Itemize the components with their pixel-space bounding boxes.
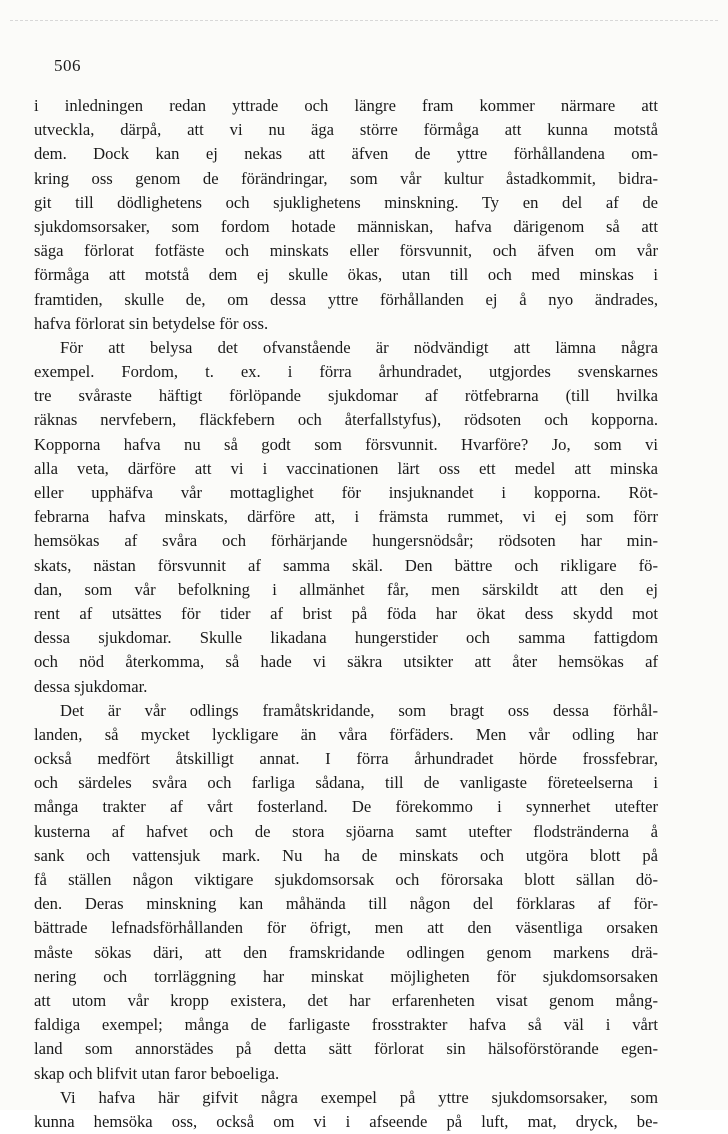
text-line: hafva förlorat sin betydelse för oss. xyxy=(34,313,269,333)
text-line: och särdeles svåra och farliga sådana, till de vanligaste företeelserna i xyxy=(34,773,658,793)
text-line: land som annorstädes på detta sätt förlorat sin hälsoförstörande egen- xyxy=(34,1039,658,1059)
text-line: nering och torrläggning har minskat möjligheten för sjukdomsorsaken xyxy=(34,966,658,986)
text-line: rent af utsättes för tider af brist på föda har ökat dess skydd mot xyxy=(34,603,658,623)
text-line: förmåga att motstå dem ej skulle ökas, utan till och med minskas i xyxy=(34,265,658,285)
text-line: utveckla, därpå, att vi nu äga större förmåga att kunna motstå xyxy=(34,120,658,140)
text-line: sank och vattensjuk mark. Nu ha de minskats och utgöra blott på xyxy=(34,845,658,865)
text-line: kring oss genom de förändringar, som vår kultur åstadkommit, bidra- xyxy=(34,168,658,188)
text-line: dessa sjukdomar. xyxy=(34,676,148,696)
text-line: måste sökas däri, att den framskridande odlingen genom markens drä- xyxy=(34,942,658,962)
text-line: alla veta, därföre att vi i vaccinationen lärt oss ett medel att minska xyxy=(34,458,658,478)
text-line: sjukdomsorsaker, som fordom hotade människan, hafva därigenom så att xyxy=(34,216,658,236)
text-line: faldiga exempel; många de farligaste frosstrakter hafva så väl i vårt xyxy=(34,1015,658,1035)
text-line: i inledningen redan yttrade och längre fram kommer närmare att xyxy=(34,96,658,115)
text-line: räknas nervfebern, fläckfebern och återfallstyfus), rödsoten och kopporna. xyxy=(34,410,658,430)
text-line: kusterna af hafvet och de stora sjöarna samt utefter flodstränderna å xyxy=(34,821,658,841)
text-line: För att belysa det ofvanstående är nödvändigt att lämna några xyxy=(60,337,658,357)
text-line: dan, som vår befolkning i allmänhet får, men särskildt att den ej xyxy=(34,579,658,599)
text-line: framtiden, skulle de, om dessa yttre förhållanden ej å nyo ändrades, xyxy=(34,289,658,309)
body-text xyxy=(34,94,658,1134)
text-line: hemsökas af svåra och förhärjande hungersnödsår; rödsoten har min- xyxy=(34,531,658,551)
text-line: kunna hemsöka oss, också om vi i afseende på luft, mat, dryck, be- xyxy=(34,1111,658,1131)
text-line: många trakter af vårt fosterland. De förekommo i synnerhet utefter xyxy=(34,797,658,817)
text-line: dessa sjukdomar. Skulle likadana hungerstider och samma fattigdom xyxy=(34,628,658,648)
text-line: exempel. Fordom, t. ex. i förra århundradet, utgjordes svenskarnes xyxy=(34,362,658,382)
text-line: dem. Dock kan ej nekas att äfven de yttre förhållandena om- xyxy=(34,144,658,164)
text-line: skats, nästan försvunnit af samma skäl. Den bättre och rikligare fö- xyxy=(34,555,658,575)
text-line: skap och blifvit utan faror beboeliga. xyxy=(34,1063,280,1083)
text-line: säga förlorat fotfäste och minskats eller försvunnit, och äfven om vår xyxy=(34,241,658,261)
text-line: och nöd återkomma, så hade vi säkra utsikter att åter hemsökas af xyxy=(34,652,658,672)
text-line: bättrade lefnadsförhållanden för öfrigt, men att den väsentliga orsaken xyxy=(34,918,658,938)
text-line: tre svåraste häftigt förlöpande sjukdomar af rötfebrarna (till hvilka xyxy=(34,386,658,406)
text-line: git till dödlighetens och sjuklighetens minskning. Ty en del af de xyxy=(34,192,658,212)
text-line: också medfört åtskilligt annat. I förra århundradet hörde frossfebrar, xyxy=(34,749,658,769)
text-line: febrarna hafva minskats, därföre att, i främsta rummet, vi ej som förr xyxy=(34,507,658,527)
text-line: få ställen någon viktigare sjukdomsorsak och förorsaka blott sällan dö- xyxy=(34,870,658,889)
page-number: 506 xyxy=(54,56,81,75)
text-line: Kopporna hafva nu så godt som försvunnit. Hvarföre? Jo, som vi xyxy=(34,434,658,454)
page-top-edge xyxy=(10,20,718,21)
text-line: Det är vår odlings framåtskridande, som bragt oss dessa förhål- xyxy=(60,700,658,720)
text-line: att utom vår kropp existera, det har erfarenheten visat genom mång- xyxy=(34,990,658,1010)
text-line: eller upphäfva vår mottaglighet för insjuknandet i kopporna. Röt- xyxy=(34,483,658,502)
text-line: landen, så mycket lyckligare än våra förfäders. Men vår odling har xyxy=(34,724,658,744)
text-line: den. Deras minskning kan måhända till någon del förklaras af för- xyxy=(34,894,658,914)
text-line: Vi hafva här gifvit några exempel på yttre sjukdomsorsaker, som xyxy=(60,1087,658,1107)
